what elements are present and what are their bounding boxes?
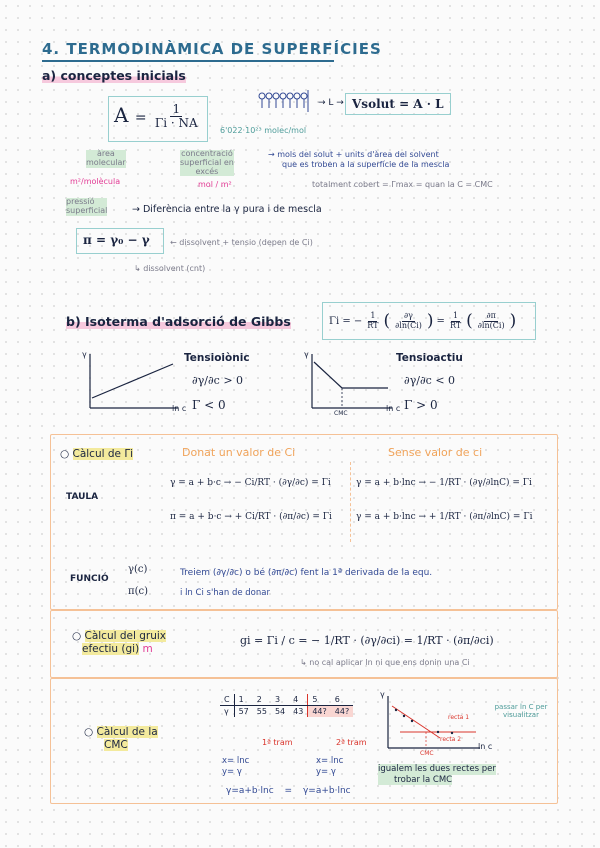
cmc-graph-xlabel: ln c — [478, 742, 493, 751]
concentration-label: concentració superficial en excés — [180, 149, 234, 176]
cmc-equation: γ=a+b·lnc = γ=a+b·lnc — [226, 786, 351, 796]
tensioionic-cond1: ∂γ/∂c > 0 — [192, 374, 244, 387]
volume-formula: Vsolut = A · L — [345, 93, 451, 115]
first-section-label: 1ª tram — [262, 738, 293, 747]
calc-cmc-heading: ○ Càlcul de la CMC — [84, 726, 158, 752]
without-title: Sense valor de ci — [388, 446, 483, 459]
row2-without: γ = a + b·lnc → + 1/RT · (∂π/∂lnC) = Γi — [356, 512, 533, 522]
tensioactiu-cond1: ∂γ/∂c < 0 — [404, 374, 456, 387]
excess-note: → mols del solut + units d'àrea del solvent que es troben a la superfície de la mescla — [268, 150, 450, 169]
page-title: 4. TERMODINÀMICA DE SUPERFÍCIES — [42, 40, 382, 58]
title-underline — [42, 60, 334, 62]
function-note: i ln Ci s'han de donar — [180, 588, 270, 598]
tensioionic-cond2: Γ < 0 — [192, 398, 226, 412]
cmc-bottom-note: igualem les dues rectes per trobar la CMC — [378, 764, 496, 785]
table-label: TAULA — [66, 492, 99, 502]
left-axes: x= lnc y= γ — [222, 756, 250, 778]
gibbs-formula: Γi = − $\frac{1}{RT}$ ( $\frac{\partial\gamma}{\partial\ln(Ci)}$ ) = $\frac{1}{RT}$ ( $\frac{\partial\pi}{\partial\ln(Ci)}$ ) — [322, 302, 536, 340]
thickness-note: ↳ no cal aplicar ln ni que ens donin una Ci — [300, 658, 470, 667]
area-units: m²/molècula — [70, 177, 121, 186]
cmc-side-note: passar ln C per visualitzar — [494, 703, 548, 719]
graph2-cmc-mark: CMC — [334, 410, 348, 417]
graph2-xlabel: ln c — [386, 404, 401, 413]
avogadro-note: 6'022·10²³ molec/mol — [220, 126, 307, 135]
section-a-heading: a) conceptes inicials — [42, 68, 186, 83]
function-label: FUNCIÓ — [70, 574, 109, 584]
column-divider — [350, 462, 351, 542]
area-formula: A = $\frac{1}{\Gamma i \cdot NA}$ — [114, 102, 198, 130]
concentration-units: mol / m² — [198, 180, 232, 189]
cmc-graph-ylabel: γ — [380, 690, 385, 699]
graph1-xlabel: ln c — [172, 404, 187, 413]
pressure-definition: → Diferència entre la γ pura i de mescla — [132, 204, 322, 215]
second-section-label: 2ª tram — [336, 738, 367, 747]
row1-given: γ = a + b·c → − Ci/RT · (∂γ/∂c) = Γi — [170, 478, 331, 488]
cmc-table — [220, 694, 353, 717]
calc-thickness-heading: ○ Càlcul del gruix efectiu (gi) m — [72, 630, 167, 656]
saturation-note: totalment cobert = Γmax = quan la C = CMC — [312, 180, 493, 189]
row1-without: γ = a + b·lnc → − 1/RT · (∂γ/∂lnC) = Γi — [356, 478, 532, 488]
section-b-heading: b) Isoterma d'adsorció de Gibbs — [66, 314, 291, 329]
area-label: àrea molecular — [86, 149, 126, 167]
tensioactiu-graph — [300, 348, 400, 418]
tensioactiu-cond2: Γ > 0 — [404, 398, 438, 412]
cmc-graph-mark: CMC — [420, 750, 434, 757]
graph2-ylabel: γ — [304, 350, 309, 359]
calc-gamma-heading: ○ Càlcul de Γi — [60, 448, 134, 460]
given-title: Donat un valor de Ci — [182, 446, 296, 459]
right-axes: x= lnc y= γ — [316, 756, 344, 778]
tensioionic-title: Tensioiònic — [184, 352, 250, 364]
pressure-label: pressió superficial — [66, 197, 108, 215]
line2-label: recta 2 — [440, 736, 462, 743]
cmc-graph — [380, 692, 493, 754]
thickness-formula: gi = Γi / c = − 1/RT · (∂γ/∂ci) = 1/RT · (∂π/∂ci) — [240, 634, 494, 647]
molecules-sketch — [258, 88, 318, 118]
dissolved-note: ↳ dissolvent (cnt) — [134, 264, 206, 273]
function-text: Treiem (∂γ/∂c) o bé (∂π/∂c) fent la 1ª derivada de la equ. — [180, 568, 433, 578]
table-row: γ 57 55 54 43 44? 44? — [220, 706, 353, 718]
function-pi: π(c) — [128, 586, 148, 597]
function-gamma: γ(c) — [128, 564, 148, 575]
pressure-formula: π = γ₀ − γ — [76, 228, 164, 254]
graph1-ylabel: γ — [82, 350, 87, 359]
line1-label: recta 1 — [448, 714, 470, 721]
table-row: C 1 2 3 4 5 6 — [220, 694, 353, 706]
solvent-note: ← dissolvent + tensio (depen de Ci) — [170, 238, 313, 247]
calc-gamma-box — [50, 434, 558, 610]
volume-arrow: → L → — [318, 98, 344, 108]
row2-given: π = a + b·c → + Ci/RT · (∂π/∂c) = Γi — [170, 512, 332, 522]
tensioactiu-title: Tensioactiu — [396, 352, 463, 364]
